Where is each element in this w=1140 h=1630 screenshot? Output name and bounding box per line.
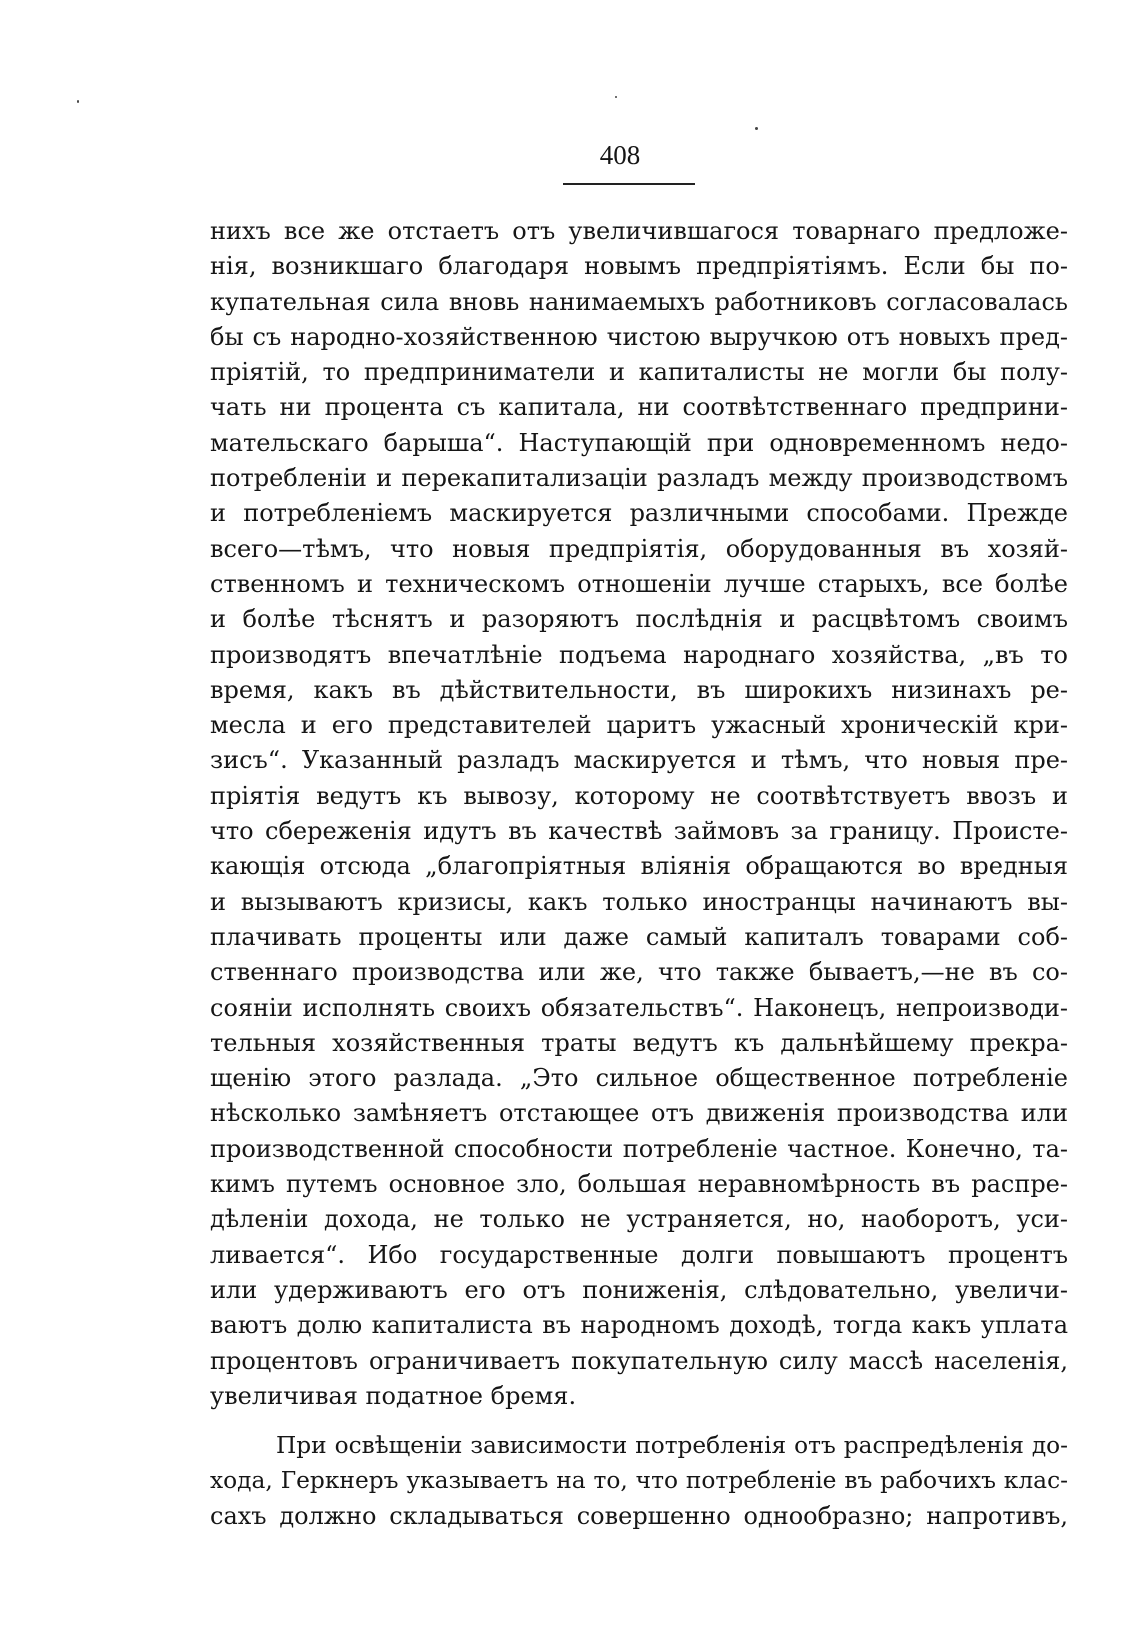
page-number: 408 xyxy=(599,140,641,170)
text-line: ваютъ долю капиталиста въ народномъ доходѣ, тогда какъ уплата xyxy=(210,1311,1068,1340)
text-line: ственномъ и техническомъ отношеніи лучше старыхъ, все болѣе xyxy=(210,569,1068,598)
text-line: ственнаго производства или же, что также бываетъ,—не въ со- xyxy=(210,958,1068,987)
text-line: мательскаго барыша“. Наступающій при одновременномъ недо- xyxy=(210,428,1068,457)
paragraph xyxy=(210,1428,1068,1534)
text-line: и потребленіемъ маскируется различными способами. Прежде xyxy=(210,499,1068,528)
text-line: месла и его представителей царитъ ужасный хроническій кри- xyxy=(210,711,1068,740)
text-line: нихъ все же отстаетъ отъ увеличившагося товарнаго предложе- xyxy=(210,217,1068,245)
text-line: и вызываютъ кризисы, какъ только иностранцы начинаютъ вы- xyxy=(210,887,1068,916)
text-line: плачивать проценты или даже самый капиталъ товарами соб- xyxy=(210,922,1068,951)
text-line: кимъ путемъ основное зло, большая неравномѣрность въ распре- xyxy=(210,1170,1068,1199)
text-line: производятъ впечатлѣніе подъема народнаго хозяйства, „въ то xyxy=(210,640,1068,669)
text-line: чать ни процента съ капитала, ни соотвѣтственнаго предприни- xyxy=(210,393,1068,422)
text-line: хода, Геркнеръ указываетъ на то, что потребленіе въ рабочихъ клас- xyxy=(210,1467,1068,1495)
text-line: или удерживаютъ его отъ пониженія, слѣдовательно, увеличи- xyxy=(210,1275,1068,1304)
text-line: производственной способности потребленіе частное. Конечно, та- xyxy=(210,1134,1068,1163)
text-line: пріятій, то предприниматели и капиталисты не могли бы полу- xyxy=(210,358,1068,387)
text-line: всего—тѣмъ, что новыя предпріятія, оборудованныя въ хозяй- xyxy=(210,534,1068,563)
text-line: дѣленіи дохода, не только не устраняется, но, наоборотъ, уси- xyxy=(210,1205,1068,1234)
text-line: тельныя хозяйственныя траты ведутъ къ дальнѣйшему прекра- xyxy=(210,1028,1068,1057)
text-line: потребленіи и перекапитализаціи разладъ между производствомъ xyxy=(210,464,1068,493)
body-text xyxy=(210,214,1068,1534)
text-line: купательная сила вновь нанимаемыхъ работниковъ согласовалась xyxy=(210,287,1068,316)
text-line: сахъ должно складываться совершенно однообразно; напротивъ, xyxy=(210,1501,1068,1530)
text-line: щенію этого разлада. „Это сильное общественное потребленіе xyxy=(210,1064,1068,1093)
text-line: ливается“. Ибо государственные долги повышаютъ процентъ xyxy=(210,1240,1068,1269)
text-line: нѣсколько замѣняетъ отстающее отъ движенія производства или xyxy=(210,1099,1068,1128)
text-line: и болѣе тѣснятъ и разоряютъ послѣднія и расцвѣтомъ своимъ xyxy=(210,605,1068,634)
text-line: При освѣщеніи зависимости потребленія отъ распредѣленія до- xyxy=(276,1432,1068,1460)
scan-speck xyxy=(77,100,79,103)
paragraph xyxy=(210,214,1068,1414)
text-line: процентовъ ограничиваетъ покупательную силу массѣ населенія, xyxy=(210,1346,1068,1375)
scan-speck xyxy=(615,96,617,98)
text-line: сояніи исполнять своихъ обязательствъ“. Наконецъ, непроизводи- xyxy=(210,993,1068,1022)
text-line: увеличивая податное бремя. xyxy=(210,1381,577,1410)
text-line: зисъ“. Указанный разладъ маскируется и тѣмъ, что новыя пре- xyxy=(210,746,1068,775)
text-line: время, какъ въ дѣйствительности, въ широкихъ низинахъ ре- xyxy=(210,675,1068,704)
text-line: пріятія ведутъ къ вывозу, которому не соотвѣтствуетъ ввозъ и xyxy=(210,781,1068,810)
text-line: нія, возникшаго благодаря новымъ предпріятіямъ. Если бы по- xyxy=(210,252,1068,281)
text-line: что сбереженія идутъ въ качествѣ займовъ за границу. Происте- xyxy=(210,817,1068,846)
paragraph-gap xyxy=(210,1414,1068,1428)
page-number-rule xyxy=(563,183,695,185)
scan-speck xyxy=(755,127,758,130)
text-line: бы съ народно-хозяйственною чистою выручкою отъ новыхъ пред- xyxy=(210,322,1068,351)
text-line: кающія отсюда „благопріятныя вліянія обращаются во вредныя xyxy=(210,852,1068,881)
